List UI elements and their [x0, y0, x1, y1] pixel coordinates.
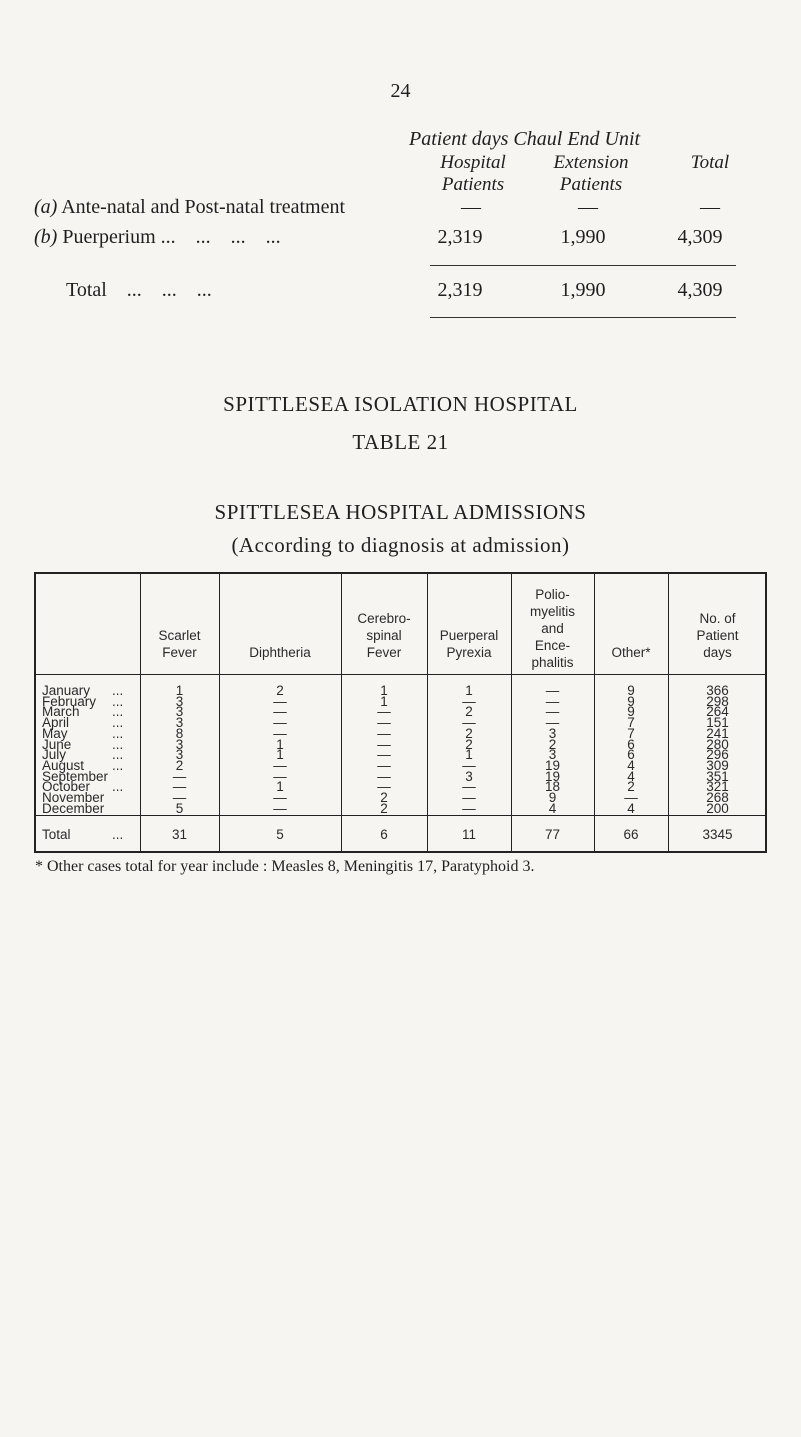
cell-cerebro-spinal: 2	[380, 800, 388, 816]
cell-puerperal: 2	[465, 725, 473, 741]
cell-patient-days: 351	[706, 768, 729, 784]
row-dots: ...	[112, 715, 124, 731]
row-prefix: (a)	[34, 196, 58, 218]
cell-patient-days: 298	[706, 693, 729, 709]
cell-patient-days: 241	[706, 725, 729, 741]
cell-diphtheria: —	[273, 790, 287, 805]
cell-other: 6	[627, 736, 635, 752]
cell-patient-days: 151	[706, 715, 729, 731]
cell-polio: 18	[544, 779, 561, 795]
admissions-title: SPITTLESEA HOSPITAL ADMISSIONS	[214, 500, 587, 524]
table-row	[36, 801, 765, 818]
row-label: April	[42, 715, 70, 731]
cell-other: 7	[627, 715, 635, 731]
cell-polio: —	[545, 704, 560, 720]
cell-scarlet-fever: 2	[175, 757, 184, 773]
cell-diphtheria: —	[273, 704, 287, 720]
row-dots: ...	[112, 683, 124, 698]
hospital-title: SPITTLESEA ISOLATION HOSPITAL	[223, 392, 578, 416]
cell-other: 9	[627, 683, 635, 698]
row-label: December	[42, 800, 105, 816]
cell-extension: —	[578, 196, 598, 218]
cell-patient-days: 366	[706, 683, 729, 698]
cell-puerperal: —	[462, 693, 476, 709]
cell-other: 4	[627, 800, 635, 816]
table-row-ante-natal	[0, 196, 801, 222]
cell-patient-days: 264	[706, 704, 729, 720]
row-label: Puerperium ... ... ... ...	[62, 226, 281, 248]
cell-polio: 3	[548, 747, 557, 763]
cell-extension: 1,990	[560, 279, 606, 301]
cell-puerperal: 1	[465, 747, 473, 763]
cell-puerperal: 2	[465, 704, 473, 720]
row-dots: ...	[112, 757, 124, 773]
cell-other: 9	[627, 704, 635, 720]
column-header-hospital-patients: Hospital Patients	[440, 152, 506, 195]
cell-polio: 19	[544, 757, 561, 773]
row-dots: ...	[112, 725, 124, 741]
cell-cerebro-spinal: —	[377, 747, 391, 763]
cell-puerperal: —	[462, 757, 476, 773]
cell-patient-days: 3345	[702, 827, 733, 842]
cell-patient-days: 309	[706, 757, 729, 773]
table-number: TABLE 21	[352, 430, 449, 454]
cell-diphtheria: 5	[276, 827, 284, 842]
cell-hospital: 2,319	[437, 279, 483, 301]
cell-puerperal: —	[462, 790, 476, 805]
row-label: January	[42, 683, 91, 698]
cell-polio: 9	[548, 790, 557, 805]
cell-patient-days: 200	[706, 800, 729, 816]
cell-cerebro-spinal: 1	[380, 683, 388, 698]
cell-puerperal: 1	[465, 683, 473, 698]
column-header-puerperal-pyrexia: Puerperal Pyrexia	[439, 628, 499, 660]
cell-scarlet-fever: 3	[175, 693, 184, 709]
cell-puerperal: —	[462, 779, 476, 795]
row-dots: ...	[112, 779, 124, 795]
cell-total: 4,309	[677, 226, 723, 248]
cell-diphtheria: 1	[276, 779, 284, 795]
column-header-cerebro-spinal-fever: Cerebro- spinal Fever	[357, 611, 411, 660]
table-row-total	[36, 827, 765, 844]
cell-hospital: 2,319	[437, 226, 483, 248]
column-header-poliomyelitis: Polio- myelitis and Ence- phalitis	[529, 587, 575, 670]
row-label: May	[42, 725, 68, 741]
cell-patient-days: 296	[706, 747, 729, 763]
cell-total: —	[700, 196, 720, 218]
cell-puerperal: 2	[465, 736, 473, 752]
table-row-total	[0, 279, 801, 305]
cell-diphtheria: —	[273, 693, 287, 709]
cell-scarlet-fever: 3	[175, 736, 184, 752]
patient-days-heading: Patient days Chaul End Unit	[409, 128, 641, 150]
row-dots: ...	[112, 736, 124, 752]
cell-scarlet-fever: 31	[171, 827, 188, 842]
admissions-table	[34, 572, 767, 853]
column-header-diphtheria: Diphtheria	[249, 645, 311, 660]
cell-other: 6	[627, 747, 635, 763]
column-header-patient-days: No. of Patient days	[696, 611, 739, 660]
column-header-other: Other*	[611, 645, 651, 660]
cell-scarlet-fever: 3	[175, 704, 184, 720]
cell-polio: 2	[548, 736, 557, 752]
cell-cerebro-spinal: —	[377, 704, 391, 720]
cell-scarlet-fever: 3	[175, 747, 184, 763]
cell-polio: 77	[544, 827, 561, 842]
row-label: Total	[42, 827, 71, 842]
row-label: June	[42, 736, 72, 752]
cell-total: 4,309	[677, 279, 723, 301]
row-label: July	[42, 747, 67, 763]
cell-scarlet-fever: 3	[175, 715, 184, 731]
cell-cerebro-spinal: 1	[380, 693, 388, 709]
cell-diphtheria: —	[273, 757, 287, 773]
cell-scarlet-fever: 8	[175, 725, 184, 741]
row-label: Total ... ... ...	[66, 279, 212, 301]
cell-polio: —	[545, 683, 560, 698]
page-number: 24	[390, 80, 411, 102]
cell-puerperal: —	[462, 715, 476, 731]
cell-scarlet-fever: —	[172, 768, 187, 784]
column-header-total: Total	[690, 152, 730, 173]
cell-scarlet-fever: 1	[175, 683, 184, 698]
cell-scarlet-fever: —	[172, 779, 187, 795]
cell-diphtheria: 1	[276, 747, 284, 763]
footnote: * Other cases total for year include : Measles 8, Meningitis 17, Paratyphoid 3.	[35, 858, 535, 875]
row-label: Ante-natal and Post-natal treatment	[61, 196, 346, 218]
cell-other: 7	[627, 725, 635, 741]
row-label: August	[42, 757, 85, 773]
row-label: February	[42, 693, 97, 709]
cell-diphtheria: 1	[276, 736, 284, 752]
cell-other: —	[624, 790, 638, 805]
cell-other: 2	[627, 779, 635, 795]
cell-puerperal: 3	[465, 768, 473, 784]
cell-hospital: —	[461, 196, 481, 218]
column-header-extension-patients: Extension Patients	[553, 152, 629, 195]
row-prefix: (b)	[34, 226, 58, 248]
row-dots: ...	[112, 704, 124, 720]
cell-scarlet-fever: —	[172, 790, 187, 805]
cell-other: 4	[627, 768, 635, 784]
cell-polio: 4	[548, 800, 557, 816]
row-label: October	[42, 779, 91, 795]
cell-cerebro-spinal: —	[377, 757, 391, 773]
header-rule	[36, 674, 765, 675]
cell-cerebro-spinal: 2	[380, 790, 388, 805]
row-dots: ...	[112, 747, 124, 763]
cell-cerebro-spinal: —	[377, 715, 391, 731]
cell-other: 66	[623, 827, 639, 842]
cell-extension: 1,990	[560, 226, 606, 248]
cell-other: 4	[627, 757, 635, 773]
total-rule-top	[430, 265, 736, 266]
row-dots: ...	[112, 693, 124, 709]
cell-diphtheria: —	[273, 715, 287, 731]
cell-diphtheria: 2	[276, 683, 284, 698]
cell-patient-days: 268	[706, 790, 729, 805]
cell-diphtheria: —	[273, 800, 287, 816]
cell-polio: —	[545, 693, 560, 709]
cell-cerebro-spinal: 6	[380, 827, 388, 842]
cell-puerperal: —	[462, 800, 476, 816]
cell-other: 9	[627, 693, 635, 709]
column-header-scarlet-fever: Scarlet Fever	[158, 628, 201, 660]
cell-polio: 3	[548, 725, 557, 741]
cell-polio: 19	[544, 768, 561, 784]
total-rule-bottom	[430, 317, 736, 318]
cell-cerebro-spinal: —	[377, 736, 391, 752]
cell-patient-days: 321	[706, 779, 729, 795]
cell-puerperal: 11	[461, 827, 476, 842]
cell-patient-days: 280	[706, 736, 729, 752]
row-label: March	[42, 704, 80, 720]
cell-diphtheria: —	[273, 768, 287, 784]
cell-diphtheria: —	[273, 725, 287, 741]
admissions-subtitle: (According to diagnosis at admission)	[231, 533, 570, 557]
cell-scarlet-fever: 5	[175, 800, 184, 816]
row-label: November	[42, 790, 105, 805]
cell-cerebro-spinal: —	[377, 725, 391, 741]
row-dots: ...	[112, 827, 124, 842]
table-row-puerperium	[0, 226, 801, 252]
row-label: September	[42, 768, 109, 784]
cell-polio: —	[545, 715, 560, 731]
cell-cerebro-spinal: —	[377, 768, 391, 784]
cell-cerebro-spinal: —	[377, 779, 391, 795]
